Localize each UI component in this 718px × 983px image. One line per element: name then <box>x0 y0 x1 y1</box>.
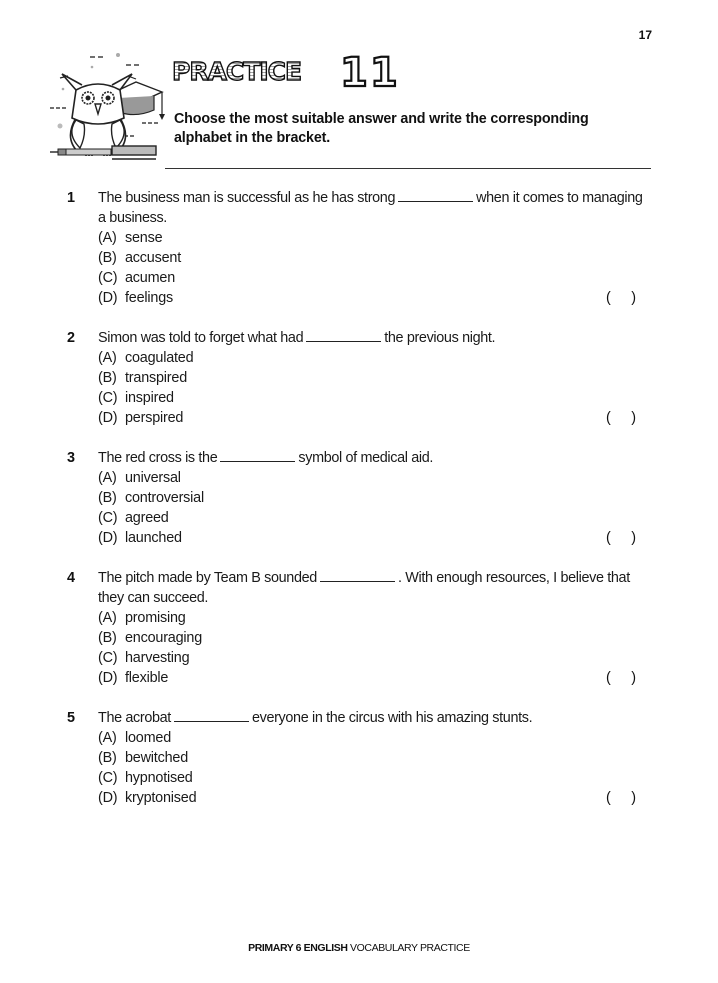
answer-bracket[interactable]: ( ) <box>606 790 636 806</box>
options-list <box>98 608 638 688</box>
option-d[interactable]: (D) kryptonised <box>98 790 197 806</box>
option-c[interactable]: (C) acumen <box>98 270 175 286</box>
footer-book-level: PRIMARY 6 ENGLISH <box>248 942 348 954</box>
page-number: 17 <box>638 28 652 42</box>
option-a[interactable]: (A) promising <box>98 610 186 626</box>
answer-bracket[interactable]: ( ) <box>606 530 636 546</box>
option-b[interactable]: (B) accusent <box>98 250 181 266</box>
answer-blank[interactable] <box>306 341 381 342</box>
option-d[interactable]: (D) perspired <box>98 410 184 426</box>
owl-graduate-icon <box>46 48 166 160</box>
option-c[interactable]: (C) inspired <box>98 390 174 406</box>
option-b[interactable]: (B) bewitched <box>98 750 189 766</box>
svg-text:PRACTICE: PRACTICE <box>172 57 302 86</box>
option-b[interactable]: (B) controversial <box>98 490 204 506</box>
practice-title <box>170 48 402 92</box>
options-list <box>98 728 638 808</box>
answer-bracket[interactable]: ( ) <box>606 670 636 686</box>
option-b[interactable]: (B) encouraging <box>98 630 203 646</box>
option-d[interactable]: (D) feelings <box>98 290 174 306</box>
answer-blank[interactable] <box>398 201 473 202</box>
instruction-line-2: alphabet in the bracket. <box>174 130 331 146</box>
options-list <box>98 348 638 428</box>
answer-bracket[interactable]: ( ) <box>606 290 636 306</box>
answer-bracket[interactable]: ( ) <box>606 410 636 426</box>
answer-blank[interactable] <box>174 721 249 722</box>
question-stem: The acrobat everyone in the circus with his amazing stunts. <box>98 710 533 726</box>
option-a[interactable]: (A) universal <box>98 470 181 486</box>
question-stem: The red cross is the symbol of medical aid. <box>98 450 434 466</box>
option-b[interactable]: (B) transpired <box>98 370 187 386</box>
question-number: 2 <box>67 330 76 346</box>
option-a[interactable]: (A) sense <box>98 230 163 246</box>
option-d[interactable]: (D) flexible <box>98 670 169 686</box>
question-number: 1 <box>67 190 76 206</box>
options-list <box>98 468 638 548</box>
question-number: 5 <box>67 710 76 726</box>
question-stem: The pitch made by Team B sounded . With enough resources, I believe that they can succeed. <box>98 570 630 606</box>
instruction-text <box>174 110 644 148</box>
svg-text:11: 11 <box>340 50 400 92</box>
option-a[interactable]: (A) loomed <box>98 730 171 746</box>
option-c[interactable]: (C) agreed <box>98 510 169 526</box>
question-number: 4 <box>67 570 76 586</box>
option-c[interactable]: (C) hypnotised <box>98 770 193 786</box>
instruction-line-1: Choose the most suitable answer and write the corresponding <box>174 111 589 127</box>
answer-blank[interactable] <box>320 581 395 582</box>
question-stem: Simon was told to forget what had the previous night. <box>98 330 496 346</box>
question-stem: The business man is successful as he has strong when it comes to managing a business. <box>98 190 643 226</box>
option-c[interactable]: (C) harvesting <box>98 650 190 666</box>
question-number: 3 <box>67 450 76 466</box>
answer-blank[interactable] <box>220 461 295 462</box>
options-list <box>98 228 638 308</box>
option-a[interactable]: (A) coagulated <box>98 350 194 366</box>
header-divider <box>165 168 651 169</box>
page-footer <box>0 941 718 955</box>
option-d[interactable]: (D) launched <box>98 530 182 546</box>
footer-book-title: VOCABULARY PRACTICE <box>350 942 470 954</box>
